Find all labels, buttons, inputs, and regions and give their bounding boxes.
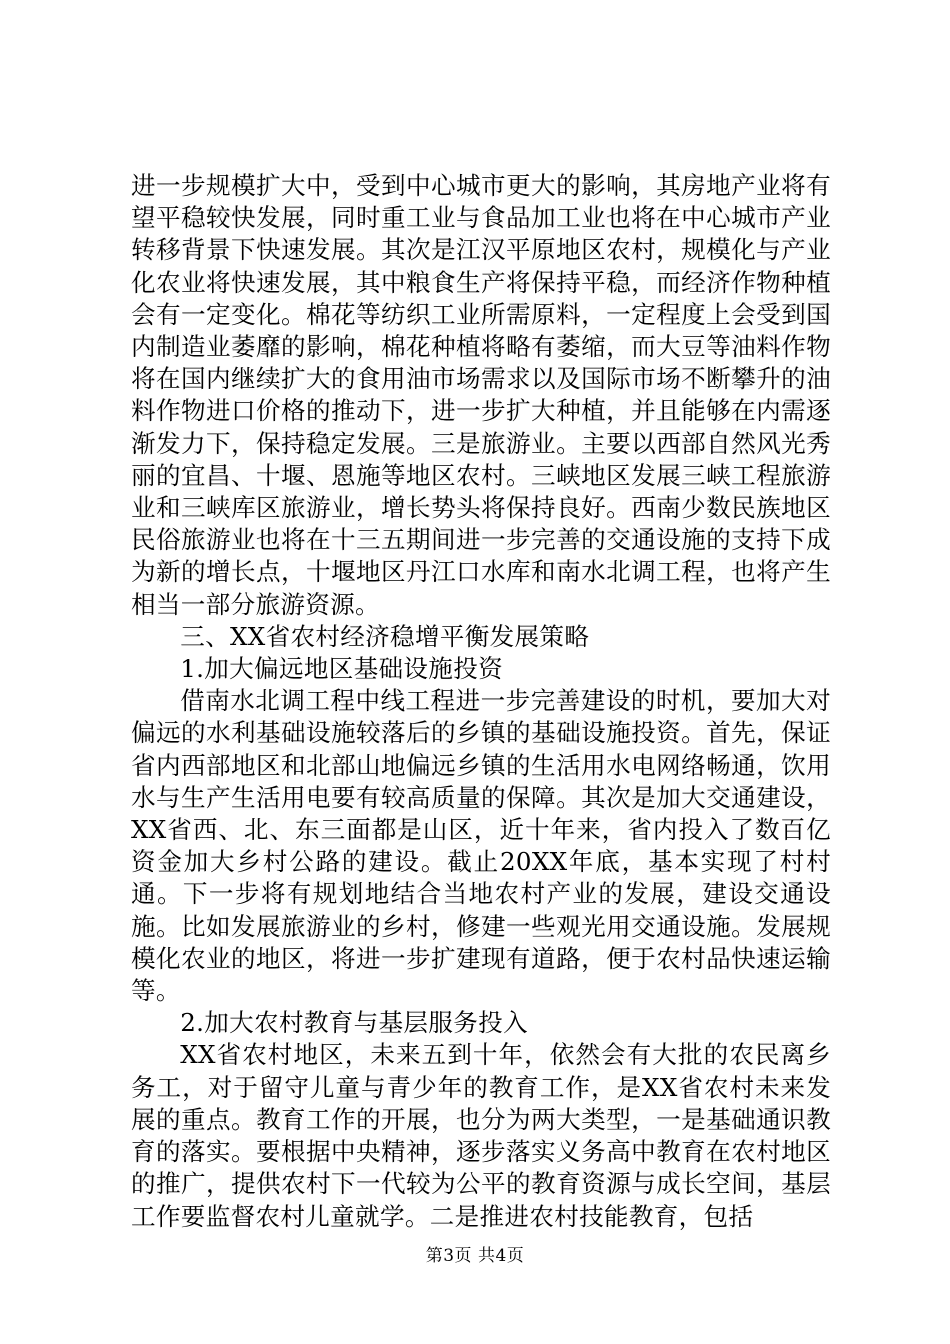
section-heading: 三、XX省农村经济稳增平衡发展策略 — [180, 621, 590, 651]
document-body — [131, 170, 831, 1233]
body-paragraph: 进一步规模扩大中，受到中心城市更大的影响，其房地产业将有望平稳较快发展，同时重工业与食品加工业也将在中心城市产业转移背景下快速发展。其次是江汉平原地区农村，规模化与产业化农业将快速发展，其中粮食生产将保持平稳，而经济作物种植会有一定变化。棉花等纺织工业所需原料，一定程度上会受到国内制造业萎靡的影响，棉花种植将略有萎缩，而大豆等油料作物将在国内继续扩大的食用油市场需求以及国际市场不断攀升的油料作物进口价格的推动下，进一步扩大种植，并且能够在内需逐渐发力下，保持稳定发展。三是旅游业。主要以西部自然风光秀丽的宜昌、十堰、恩施等地区农村。三峡地区发展三峡工程旅游业和三峡库区旅游业，增长势头将保持良好。西南少数民族地区民俗旅游业也将在十三五期间进一步完善的交通设施的支持下成为新的增长点，十堰地区丹江口水库和南水北调工程，也将产生相当一部分旅游资源。 — [131, 171, 831, 619]
body-paragraph: 借南水北调工程中线工程进一步完善建设的时机，要加大对偏远的水利基础设施较落后的乡镇的基础设施投资。首先，保证省内西部地区和北部山地偏远乡镇的生活用水电网络畅通，饮用水与生产生活用电要有较高质量的保障。其次是加大交通建设，XX省西、北、东三面都是山区，近十年来，省内投入了数百亿资金加大乡村公路的建设。截止20XX年底，基本实现了村村通。下一步将有规划地结合当地农村产业的发展，建设交通设施。比如发展旅游业的乡村，修建一些观光用交通设施。发展规模化农业的地区，将进一步扩建现有道路，便于农村品快速运输等。 — [131, 686, 831, 1006]
page-footer: 第3页 共4页 — [425, 1246, 525, 1266]
body-paragraph: XX省农村地区，未来五到十年，依然会有大批的农民离乡务工，对于留守儿童与青少年的教育工作，是XX省农村未来发展的重点。教育工作的开展，也分为两大类型，一是基础通识教育的落实。要根据中央精神，逐步落实义务高中教育在农村地区的推广，提供农村下一代较为公平的教育资源与成长空间，基层工作要监督农村儿童就学。二是推进农村技能教育，包括 — [131, 1040, 831, 1231]
subsection-heading: 2.加大农村教育与基层服务投入 — [180, 1008, 528, 1038]
subsection-heading: 1.加大偏远地区基础设施投资 — [180, 654, 503, 684]
